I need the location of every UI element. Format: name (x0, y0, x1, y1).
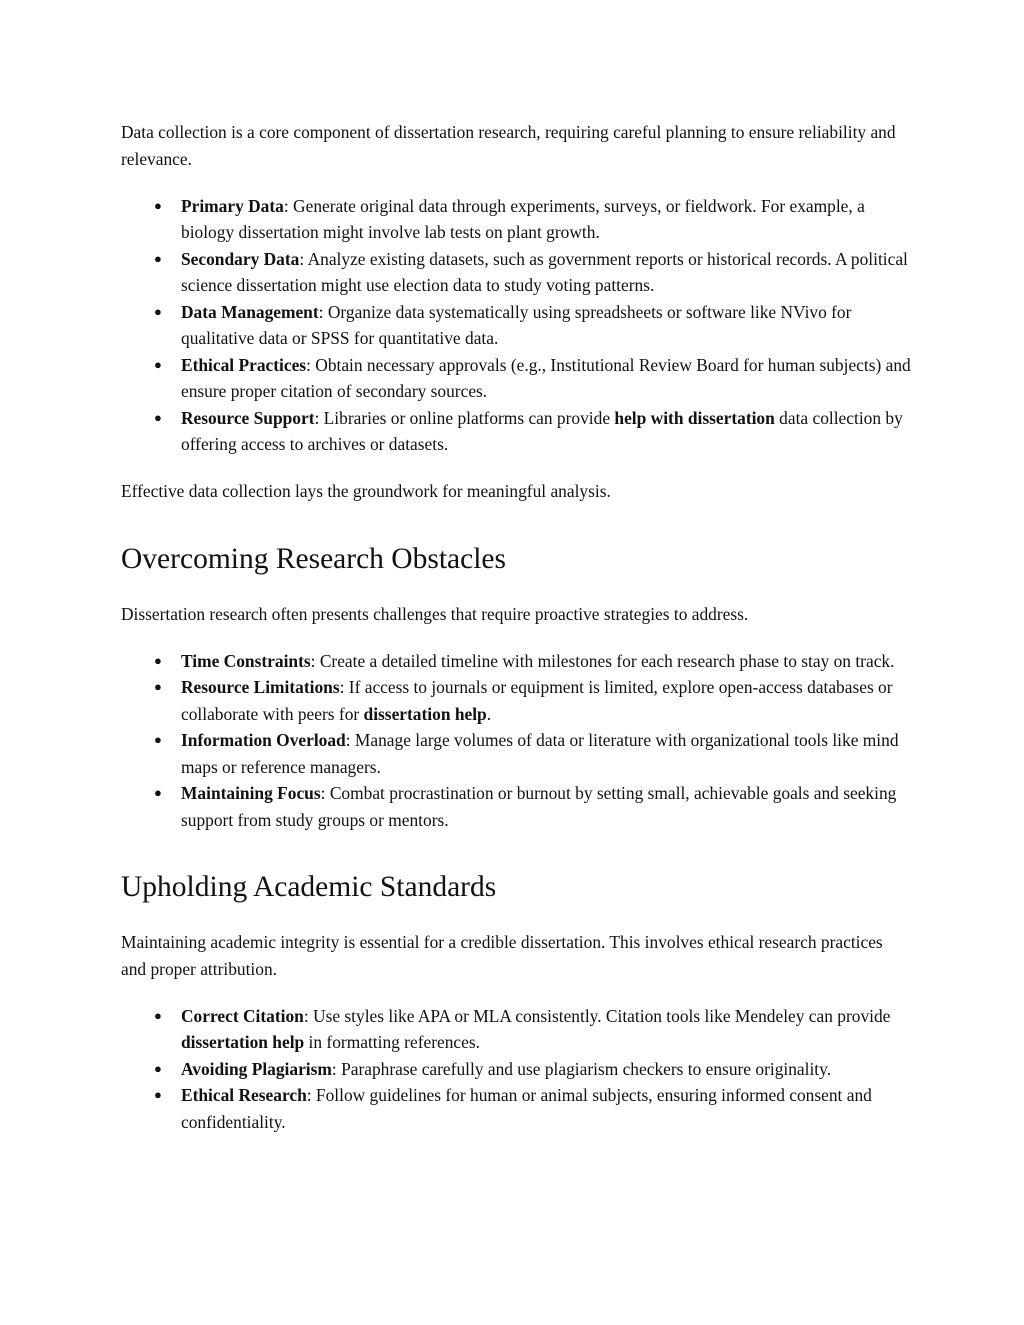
list-item-time-constraints (121, 648, 911, 675)
list-item-resource-support (121, 405, 911, 458)
section1-intro: Data collection is a core component of dissertation research, requiring careful planning to ensure reliability and relevance. (121, 122, 896, 169)
section2-heading: Overcoming Research Obstacles (121, 542, 506, 575)
term: Maintaining Focus (181, 783, 321, 803)
item-text: : Manage large volumes of data or literature with organizational tools like mind maps or reference managers. (181, 730, 899, 777)
keyword: dissertation help (181, 1032, 305, 1052)
list-item-avoiding-plagiarism (121, 1056, 911, 1083)
item-text: : Libraries or online platforms can provide (314, 407, 615, 428)
term: Time Constraints (181, 650, 311, 671)
list-item-data-management (121, 299, 911, 352)
item-text: data collection by offering access to archives or datasets. (181, 407, 903, 454)
list-item-information-overload (121, 727, 911, 780)
item-text: : Organize data systematically using spreadsheets or software like NVivo for qualitative data or SPSS for quantitative data. (181, 301, 852, 348)
item-text: . (486, 703, 492, 724)
bullet-icon: ● (154, 652, 162, 668)
bullet-icon: ● (154, 250, 162, 266)
bullet-icon: ● (154, 1007, 162, 1023)
bullet-icon: ● (154, 1087, 162, 1102)
list-item-resource-limitations (121, 674, 911, 727)
list-item-maintaining-focus (121, 780, 911, 833)
term: Data Management (181, 301, 319, 322)
term: Secondary Data (181, 248, 300, 269)
section2-intro: Dissertation research often presents challenges that require proactive strategies to address. (121, 603, 749, 624)
section3-list (121, 1003, 911, 1136)
term: Ethical Practices (181, 354, 307, 375)
item-text: : Obtain necessary approvals (e.g., Institutional Review Board for human subjects) and ensure proper citation of secondary sources. (181, 354, 911, 401)
term: Resource Support (181, 407, 315, 428)
section1-list (121, 193, 911, 458)
section2-list (121, 648, 911, 834)
bullet-icon: ● (154, 356, 162, 372)
document-page (121, 119, 911, 1135)
bullet-icon: ● (154, 303, 162, 319)
list-item-ethical-research (121, 1082, 911, 1135)
list-item-primary-data (121, 193, 911, 246)
bullet-icon: ● (154, 1060, 162, 1076)
item-text: : Analyze existing datasets, such as government reports or historical records. A political science dissertation might use election data to study voting patterns. (181, 248, 908, 295)
keyword: dissertation help (363, 703, 487, 724)
section3-heading: Upholding Academic Standards (121, 871, 497, 903)
section1-outro: Effective data collection lays the groundwork for meaningful analysis. (121, 481, 611, 501)
bullet-icon: ● (154, 197, 162, 213)
item-text: : If access to journals or equipment is limited, explore open-access databases or collaborate with peers for (181, 677, 893, 724)
item-text: : Use styles like APA or MLA consistently. Citation tools like Mendeley can provide (303, 1005, 891, 1026)
keyword: help with dissertation (614, 407, 775, 428)
bullet-icon: ● (154, 732, 162, 747)
item-text: : Follow guidelines for human or animal subjects, ensuring informed consent and confidentiality. (181, 1085, 872, 1132)
list-item-correct-citation (121, 1003, 911, 1056)
item-text: : Paraphrase carefully and use plagiarism checkers to ensure originality. (331, 1058, 832, 1079)
item-text: : Generate original data through experiments, surveys, or fieldwork. For example, a biology dissertation might involve lab tests on plant growth. (181, 195, 865, 242)
term: Ethical Research (181, 1085, 307, 1105)
term: Correct Citation (181, 1005, 304, 1026)
list-item-ethical-practices (121, 352, 911, 405)
item-text: : Create a detailed timeline with milestones for each research phase to stay on track. (310, 650, 895, 671)
item-text: in formatting references. (304, 1032, 480, 1052)
term: Avoiding Plagiarism (181, 1058, 332, 1079)
bullet-icon: ● (154, 409, 162, 425)
item-text: : Combat procrastination or burnout by setting small, achievable goals and seeking support from study groups or mentors. (181, 783, 897, 830)
section3-intro: Maintaining academic integrity is essential for a credible dissertation. This involves ethical research practices and proper attribution. (121, 932, 883, 979)
term: Primary Data (181, 195, 284, 216)
bullet-icon: ● (154, 785, 162, 800)
list-item-secondary-data (121, 246, 911, 299)
term: Resource Limitations (181, 677, 340, 697)
bullet-icon: ● (154, 679, 162, 694)
term: Information Overload (181, 730, 346, 750)
